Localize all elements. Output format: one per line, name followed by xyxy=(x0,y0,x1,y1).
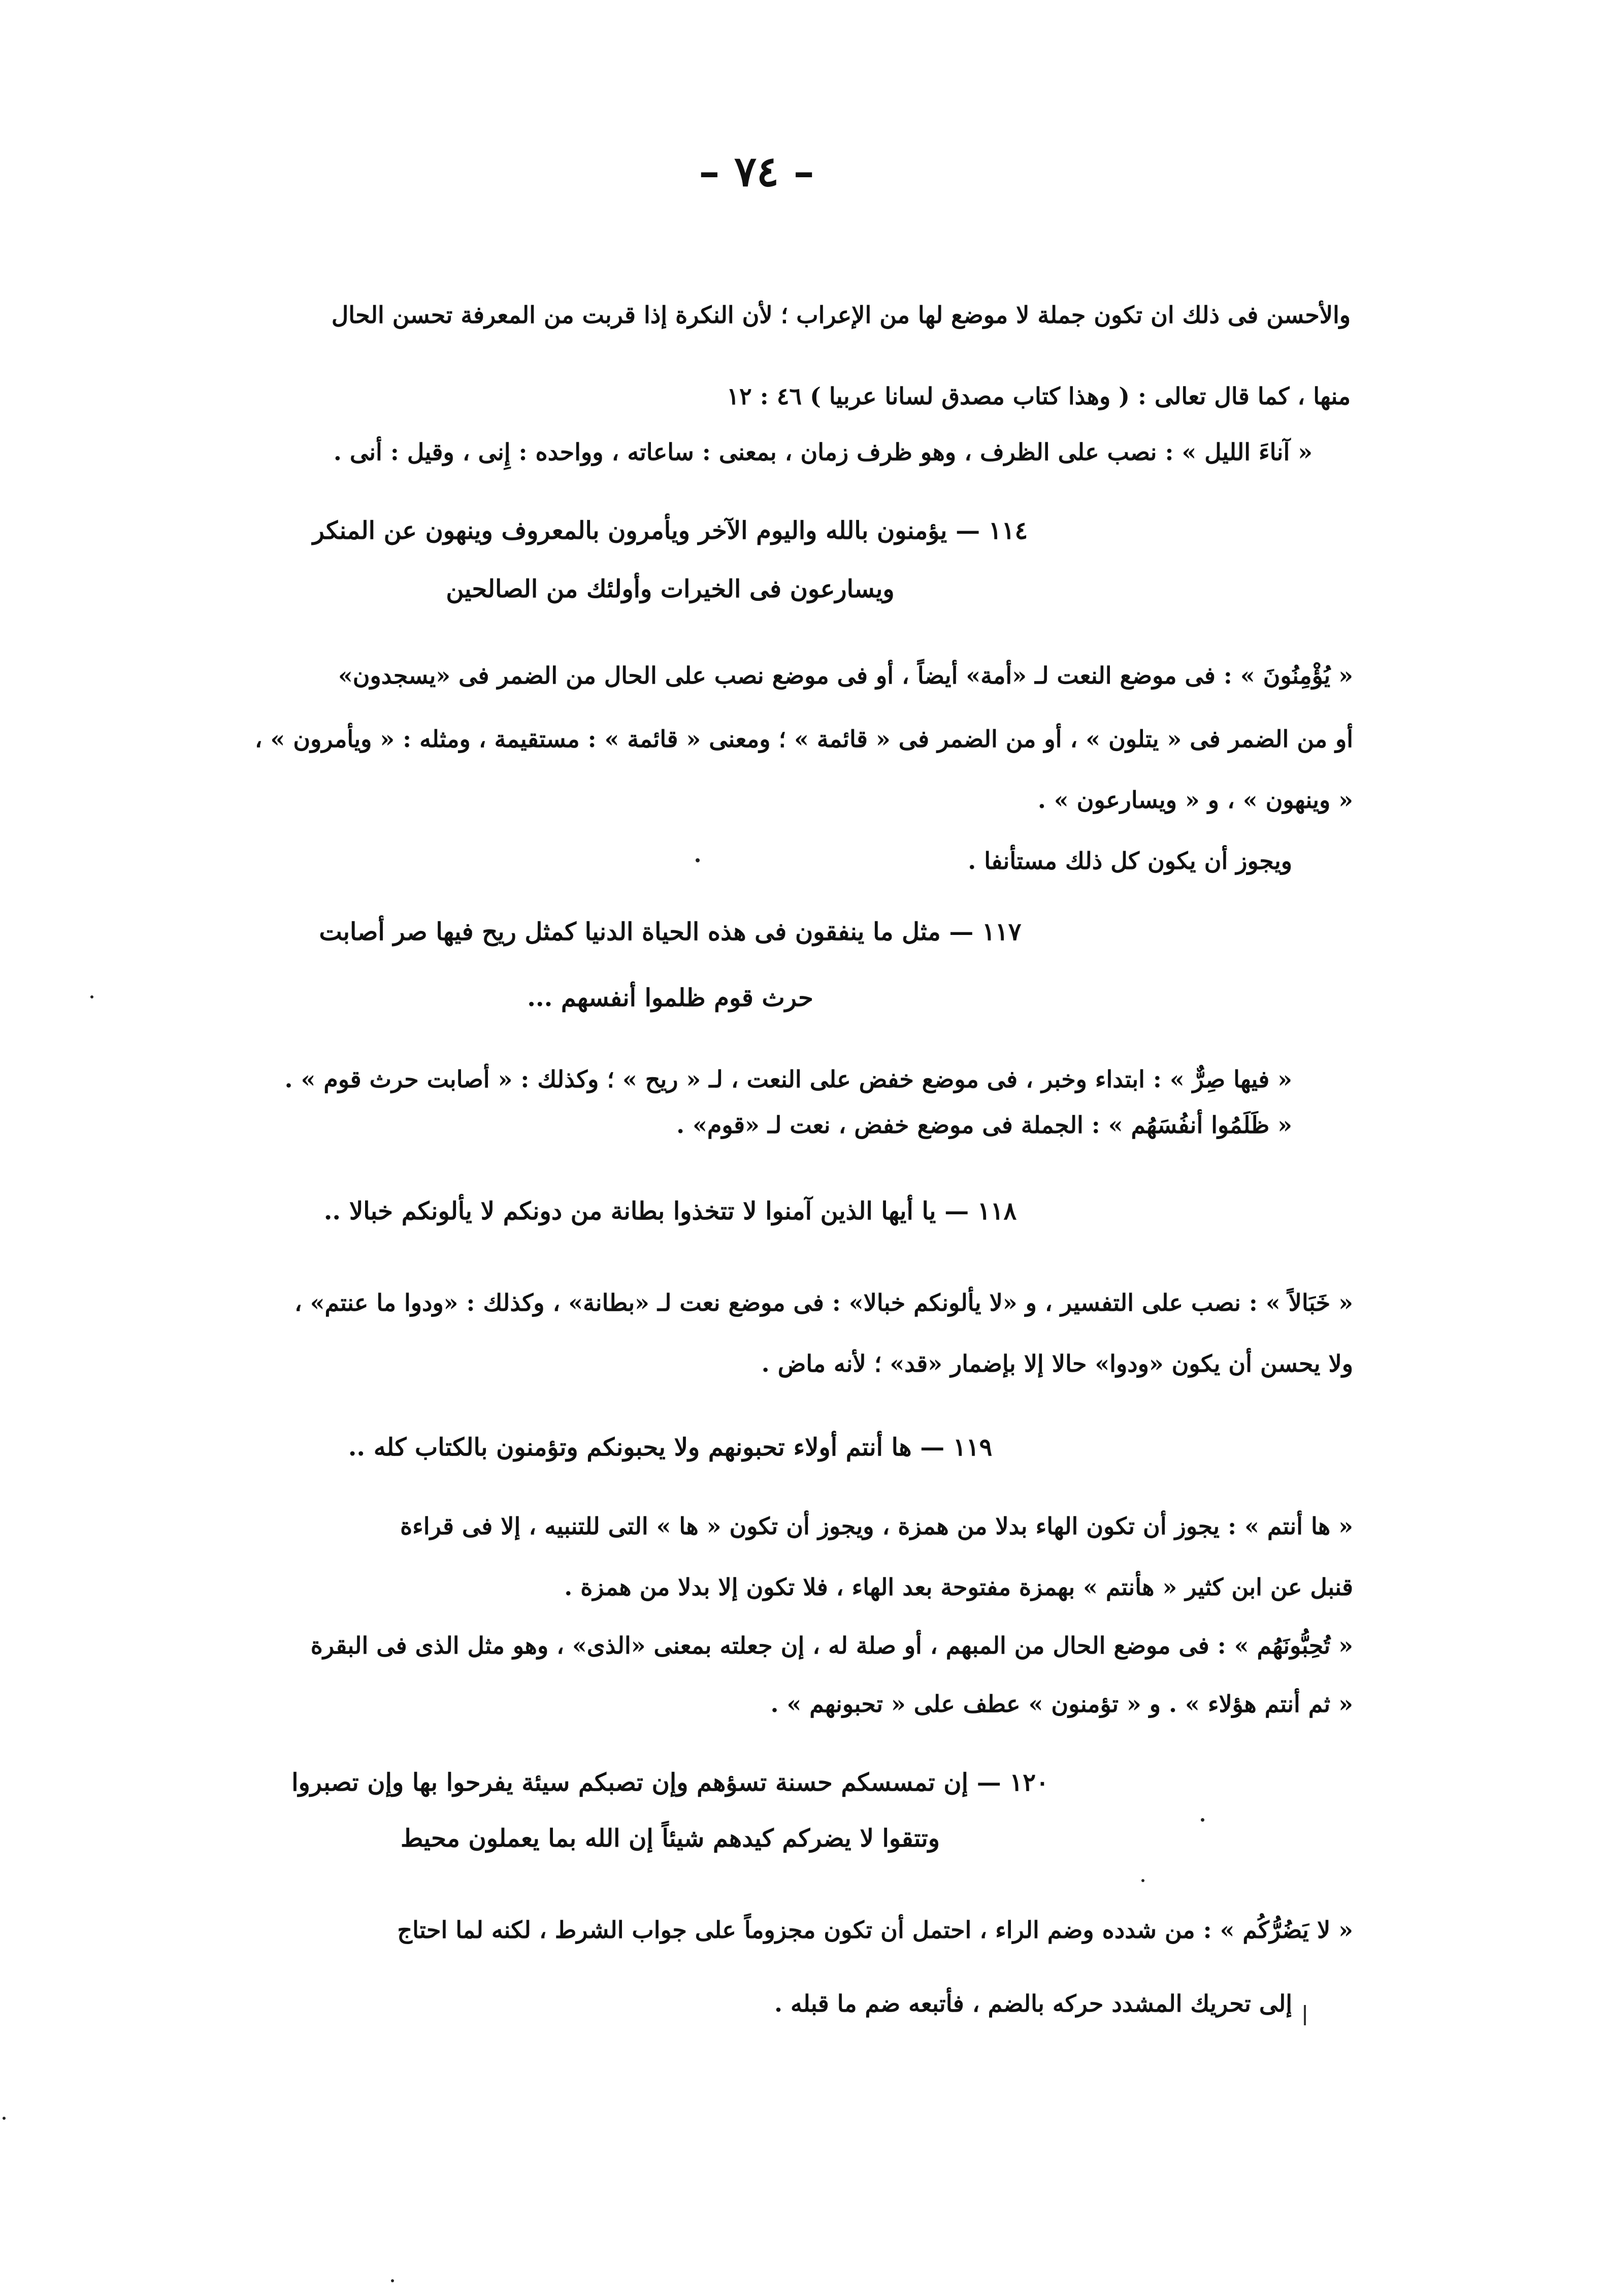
verse-line: حرث قوم ظلموا أنفسهم ... xyxy=(527,984,813,1012)
verse-line: وتتقوا لا يضركم كيدهم شيئاً إن الله بما يعملون محيط xyxy=(401,1824,940,1853)
commentary-line: « خَبَالاً » : نصب على التفسير ، و «لا يألونكم خبالا» : فى موضع نعت لـ «بطانة» ، وكذلك : «ودوا ما عنتم» ، xyxy=(294,1289,1353,1316)
commentary-line: « فيها صِرٌّ » : ابتداء وخبر ، فى موضع خفض على النعت ، لـ « ريح » ؛ وكذلك : « أصابت حرث قوم » . xyxy=(284,1065,1292,1093)
scan-speck xyxy=(696,858,700,862)
scan-speck xyxy=(3,2117,6,2120)
scan-speck xyxy=(1141,1879,1144,1882)
page-number: – ٧٤ – xyxy=(699,147,814,196)
margin-mark xyxy=(1304,2005,1306,2025)
verse-line: ١١٤ — يؤمنون بالله واليوم الآخر ويأمرون بالمعروف وينهون عن المنكر xyxy=(312,516,1028,545)
commentary-line: قنبل عن ابن كثير « هأنتم » بهمزة مفتوحة بعد الهاء ، فلا تكون إلا بدلا من همزة . xyxy=(564,1573,1353,1601)
commentary-line: « ها أنتم » : يجوز أن تكون الهاء بدلا من همزة ، ويجوز أن تكون « ها » التى للتنبيه ، إلا فى قراءة xyxy=(400,1512,1353,1540)
commentary-line: أو من الضمر فى « يتلون » ، أو من الضمر فى « قائمة » ؛ ومعنى « قائمة » : مستقيمة ، ومثله : « ويأمرون » ، xyxy=(254,725,1353,753)
commentary-line: « آناءَ الليل » : نصب على الظرف ، وهو ظرف زمان ، بمعنى : ساعاته ، وواحده : إِنى ، وقيل : أنى . xyxy=(333,438,1313,466)
commentary-line: « تُحِبُّونَهُم » : فى موضع الحال من المبهم ، أو صلة له ، إن جعلته بمعنى «الذى» ، وهو مثل الذى فى البقرة xyxy=(310,1632,1353,1659)
commentary-line: « ثم أنتم هؤلاء » . و « تؤمنون » عطف على « تحبونهم » . xyxy=(770,1690,1353,1718)
commentary-line: « يُؤْمِنُونَ » : فى موضع النعت لـ «أمة» أيضاً ، أو فى موضع نصب على الحال من الضمر فى «يسجدون» xyxy=(338,662,1353,689)
commentary-line: « وينهون » ، و « ويسارعون » . xyxy=(1037,786,1353,814)
scan-speck xyxy=(1201,1818,1204,1822)
commentary-line: والأحسن فى ذلك ان تكون جملة لا موضع لها من الإعراب ؛ لأن النكرة إذا قربت من المعرفة تحسن الحال xyxy=(331,301,1351,329)
commentary-line: منها ، كما قال تعالى : ( وهذا كتاب مصدق لسانا عربيا ) ٤٦ : ١٢ xyxy=(727,382,1351,410)
commentary-line: ولا يحسن أن يكون «ودوا» حالا إلا بإضمار «قد» ؛ لأنه ماض . xyxy=(761,1350,1353,1377)
commentary-line: « ظَلَمُوا أنفُسَهُم » : الجملة فى موضع خفض ، نعت لـ «قوم» . xyxy=(676,1111,1292,1139)
commentary-line: « لا يَضُرُّكُم » : من شدده وضم الراء ، احتمل أن تكون مجزوماً على جواب الشرط ، لكنه لما احتاج xyxy=(397,1916,1353,1944)
verse-line: ١٢٠ — إن تمسسكم حسنة تسؤهم وإن تصبكم سيئة يفرحوا بها وإن تصبروا xyxy=(291,1768,1049,1797)
scan-speck xyxy=(391,2279,394,2282)
verse-line: ١١٨ — يا أيها الذين آمنوا لا تتخذوا بطانة من دونكم لا يألونكم خبالا .. xyxy=(323,1197,1017,1225)
scan-speck xyxy=(90,995,93,998)
verse-line: ويسارعون فى الخيرات وأولئك من الصالحين xyxy=(446,575,895,603)
commentary-line: إلى تحريك المشدد حركه بالضم ، فأتبعه ضم ما قبله . xyxy=(774,1990,1292,2017)
commentary-line: ويجوز أن يكون كل ذلك مستأنفا . xyxy=(968,847,1292,875)
verse-line: ١١٧ — مثل ما ينفقون فى هذه الحياة الدنيا كمثل ريح فيها صر أصابت xyxy=(319,918,1022,946)
verse-line: ١١٩ — ها أنتم أولاء تحبونهم ولا يحبونكم وتؤمنون بالكتاب كله .. xyxy=(348,1433,993,1462)
